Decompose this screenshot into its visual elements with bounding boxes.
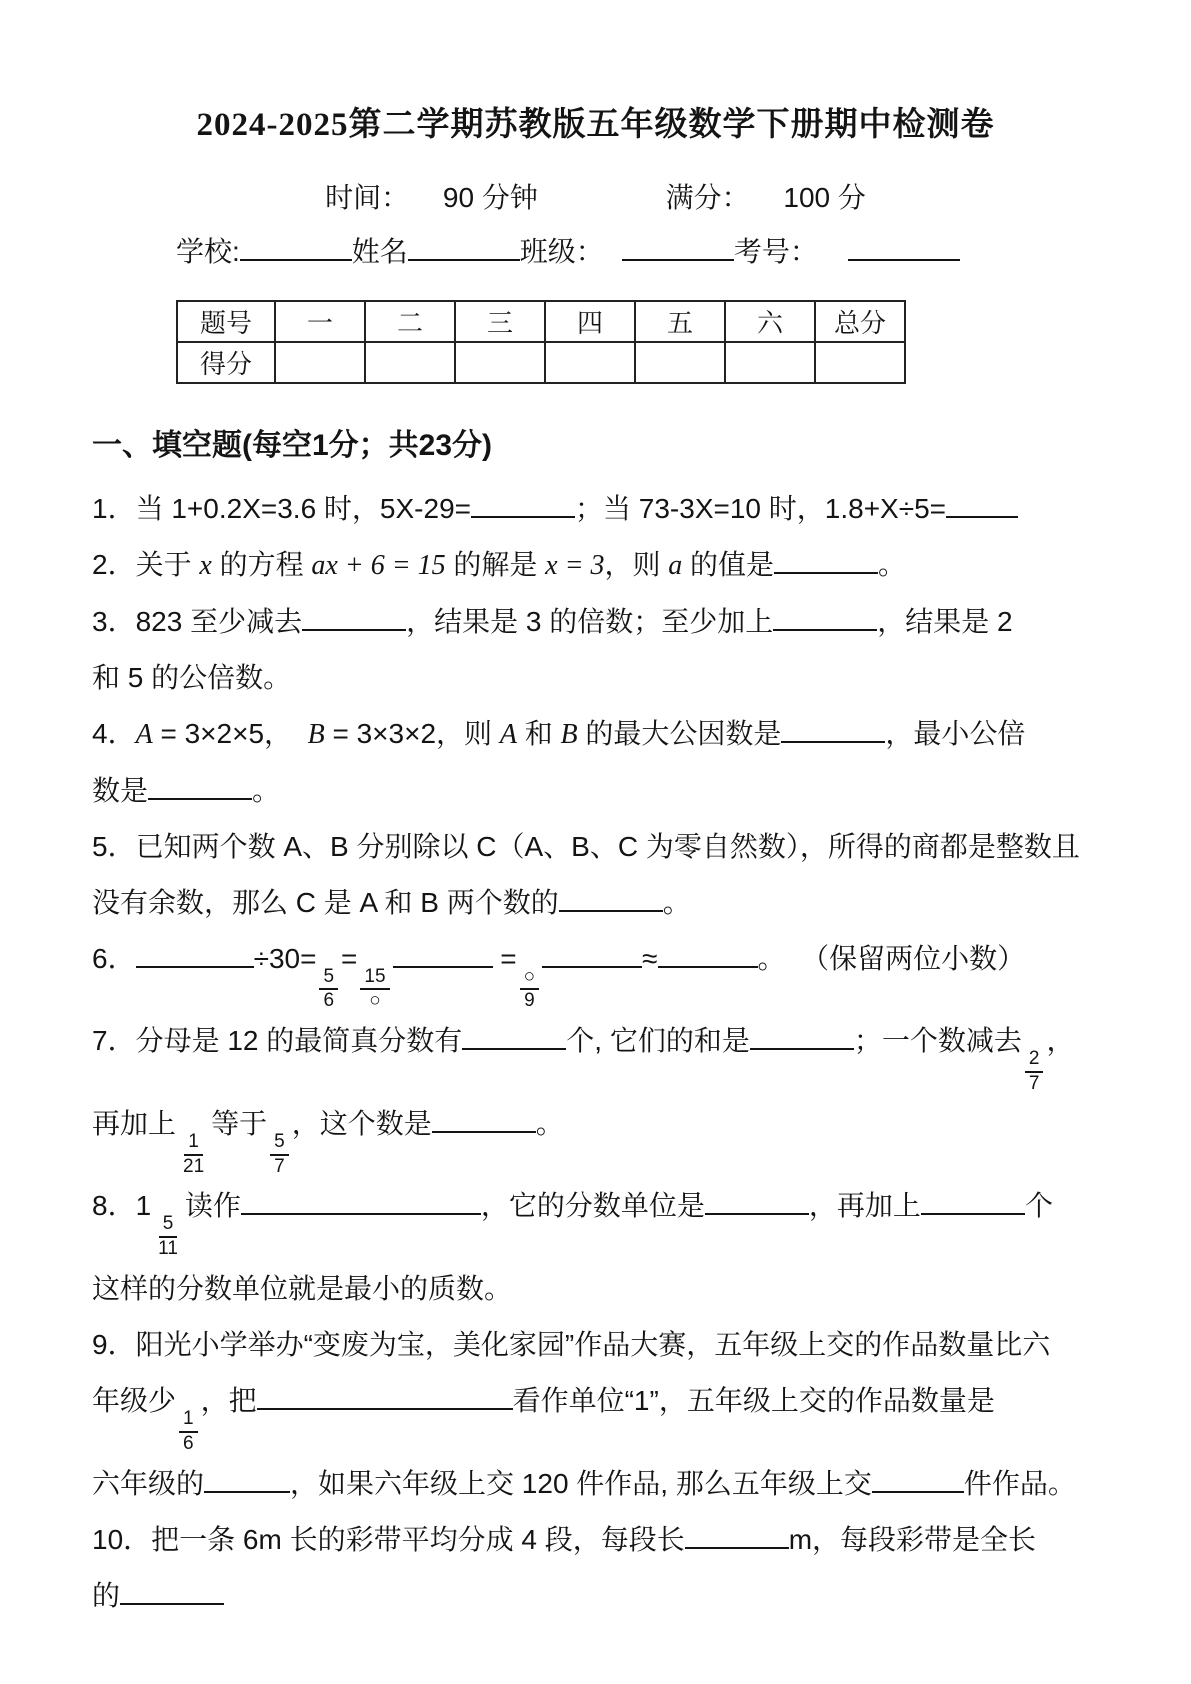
section-1-heading: 一、填空题(每空1分；共23分) <box>92 428 493 462</box>
fraction <box>360 966 389 1014</box>
question-number-label-cell: 题号 <box>177 301 275 342</box>
text-run: ÷30= <box>253 942 317 974</box>
header-cell-four: 四 <box>545 301 635 342</box>
fraction-denominator: 7 <box>1028 1072 1040 1094</box>
fill-in-questions <box>92 481 1099 1624</box>
answer-blank <box>773 603 877 631</box>
score-cell <box>725 342 815 383</box>
score-cell <box>815 342 905 383</box>
text-run: 的解是 <box>445 548 546 580</box>
header-cell-two: 二 <box>365 301 455 342</box>
text-run: 年级少 <box>92 1384 177 1416</box>
answer-blank <box>921 1187 1025 1215</box>
full-score-group <box>666 176 866 216</box>
text-run: 10．把一条 6m 长的彩带平均分成 4 段，每段长 <box>92 1523 685 1555</box>
answer-blank <box>781 715 885 743</box>
fraction-numerator: 5 <box>159 1213 178 1238</box>
math-run: x = 3 <box>545 549 605 581</box>
text-run: = <box>492 942 517 974</box>
score-table-score-row <box>177 342 905 383</box>
math-run: ax <box>311 549 338 581</box>
answer-blank <box>946 490 1018 518</box>
text-run: = 3×3×2，则 <box>324 717 500 749</box>
text-run: 8．1 <box>92 1190 152 1222</box>
math-run: B <box>307 718 325 750</box>
text-run: 4． <box>92 717 136 749</box>
answer-blank <box>432 1105 536 1133</box>
fraction-numerator: 1 <box>184 1131 203 1156</box>
fraction-numerator: 1 <box>179 1408 198 1433</box>
answer-blank <box>204 1465 290 1493</box>
text-run: 读作 <box>184 1190 241 1222</box>
fraction-denominator: 7 <box>274 1155 285 1177</box>
answer-blank <box>705 1187 809 1215</box>
text-run: 的值是 <box>682 548 775 580</box>
text-run: 7．分母是 12 的最简真分数有 <box>92 1025 463 1057</box>
fraction-numerator: ○ <box>520 966 539 991</box>
score-cell <box>545 342 635 383</box>
score-table <box>176 300 906 384</box>
answer-blank <box>120 1577 224 1605</box>
answer-blank <box>848 233 960 261</box>
text-run: ，这个数是 <box>291 1107 432 1139</box>
fraction-numerator: 15 <box>360 966 389 991</box>
text-run: 看作单位“1”，五年级上交的作品数量是 <box>512 1384 995 1416</box>
fraction-denominator: 6 <box>183 1432 194 1454</box>
spacer <box>818 260 848 261</box>
time-label: 时间： <box>325 181 410 213</box>
text-run: 9．阳光小学举办“变废为宝，美化家园”作品大赛，五年级上交的作品数量比六 <box>92 1328 1051 1360</box>
full-score-label: 满分： <box>665 181 750 213</box>
text-run: 班级： <box>519 235 604 267</box>
text-run: 个 <box>1024 1190 1053 1222</box>
answer-blank <box>462 1022 566 1050</box>
question-6 <box>92 931 1099 1014</box>
answer-blank <box>750 1022 854 1050</box>
fraction <box>1025 1048 1044 1096</box>
fraction-denominator: 9 <box>524 990 535 1012</box>
answer-blank <box>257 1382 513 1410</box>
text-run: 件作品。 <box>963 1467 1076 1499</box>
text-run: = 3×2×5， <box>152 717 308 749</box>
fraction-denominator: 21 <box>183 1155 205 1177</box>
text-run: 六年级的 <box>92 1467 205 1499</box>
answer-blank <box>685 1521 789 1549</box>
math-run: A <box>135 718 153 750</box>
text-run: 等于 <box>211 1107 268 1139</box>
text-run: 1．当 1+0.2X=3.6 时，5X-29= <box>92 492 471 524</box>
question-9 <box>92 1317 1099 1512</box>
text-run: ；当 73-3X=10 时，1.8+X÷5= <box>575 492 947 524</box>
math-run: B <box>560 718 578 750</box>
text-run: 学校: <box>176 235 240 267</box>
text-run: m，每段彩带是全长 <box>788 1523 1037 1555</box>
fraction <box>319 966 338 1014</box>
answer-blank <box>774 546 878 574</box>
question-3 <box>92 594 1099 706</box>
text-run: ，把 <box>200 1384 257 1416</box>
fraction-numerator: 5 <box>270 1131 289 1156</box>
text-run: ，再加上 <box>808 1190 921 1222</box>
text-run: 姓名 <box>351 235 408 267</box>
text-run: ，如果六年级上交 120 件作品, 那么五年级上交 <box>290 1467 872 1499</box>
text-run: 和 <box>516 717 561 749</box>
text-run: ≈ <box>642 942 658 974</box>
fraction-numerator: 2 <box>1025 1048 1044 1073</box>
question-5 <box>92 819 1099 931</box>
fraction <box>520 966 539 1014</box>
answer-blank <box>559 884 663 912</box>
text-run: 6． <box>92 942 136 974</box>
header-cell-total: 总分 <box>815 301 905 342</box>
text-run: ，它的分数单位是 <box>480 1190 705 1222</box>
text-run: ，则 <box>604 548 669 580</box>
text-run: 个, 它们的和是 <box>566 1025 750 1057</box>
question-4 <box>92 706 1099 819</box>
answer-blank <box>302 603 406 631</box>
spacer <box>604 260 622 261</box>
score-label-cell: 得分 <box>177 342 275 383</box>
question-1 <box>92 481 1099 537</box>
text-run: 3．823 至少减去 <box>92 605 303 637</box>
header-cell-six: 六 <box>725 301 815 342</box>
text-run: 。 <box>662 886 691 918</box>
math-run: a <box>668 549 683 581</box>
text-run: ， <box>1046 1025 1075 1057</box>
fraction <box>154 1213 182 1261</box>
answer-blank <box>471 490 575 518</box>
score-table-header-row <box>177 301 905 342</box>
answer-blank <box>542 940 642 968</box>
full-score-value: 100 分 <box>783 181 866 213</box>
text-run: 5．已知两个数 A、B 分别除以 C（A、B、C 为零自然数），所得的商都是整数且 <box>92 830 1080 862</box>
answer-blank <box>408 233 520 261</box>
fraction-denominator: 11 <box>158 1238 178 1260</box>
score-cell <box>275 342 365 383</box>
text-run: ，结果是 2 <box>877 605 1013 637</box>
time-value: 90 分钟 <box>442 181 538 213</box>
text-run: 的 <box>92 1579 121 1611</box>
header-cell-three: 三 <box>455 301 545 342</box>
answer-blank <box>622 233 734 261</box>
text-run: ，最小公倍 <box>885 717 1026 749</box>
answer-blank <box>148 772 252 800</box>
header-cell-one: 一 <box>275 301 365 342</box>
fraction <box>179 1408 198 1456</box>
text-run: 数是 <box>92 774 149 806</box>
text-run: 2．关于 <box>92 548 200 580</box>
text-run: 。 <box>535 1107 564 1139</box>
fraction-numerator: 5 <box>319 966 338 991</box>
text-run: 。 <box>878 548 907 580</box>
answer-blank <box>872 1465 964 1493</box>
math-run: x <box>199 549 212 581</box>
answer-blank <box>136 940 254 968</box>
answer-blank <box>240 233 352 261</box>
text-run: 这样的分数单位就是最小的质数。 <box>92 1272 513 1304</box>
answer-blank <box>658 940 758 968</box>
fraction-denominator: 6 <box>323 990 335 1012</box>
student-info-line <box>92 228 1099 276</box>
text-run: 。 （保留两位小数） <box>757 942 1026 974</box>
fraction <box>270 1131 289 1179</box>
answer-blank <box>241 1187 481 1215</box>
math-run: A <box>499 718 517 750</box>
page-title: 2024-2025第二学期苏教版五年级数学下册期中检测卷 <box>196 107 995 143</box>
time-group <box>325 176 538 216</box>
question-10 <box>92 1512 1099 1624</box>
question-2 <box>92 537 1099 594</box>
text-run: 的最大公因数是 <box>577 717 782 749</box>
fraction-denominator: ○ <box>369 990 381 1012</box>
text-run: 没有余数，那么 C 是 A 和 B 两个数的 <box>92 886 559 918</box>
math-run: + 6 = 15 <box>337 549 446 581</box>
text-run: ，结果是 3 的倍数；至少加上 <box>406 605 774 637</box>
fraction <box>179 1131 208 1179</box>
text-run: ；一个数减去 <box>853 1025 1022 1057</box>
text-run: = <box>341 942 358 974</box>
text-run: 的方程 <box>211 548 312 580</box>
score-cell <box>365 342 455 383</box>
question-8 <box>92 1178 1099 1317</box>
question-7 <box>92 1013 1099 1178</box>
text-run: 再加上 <box>92 1107 177 1139</box>
score-cell <box>455 342 545 383</box>
exam-meta-line <box>92 176 1099 216</box>
score-cell <box>635 342 725 383</box>
answer-blank <box>393 940 493 968</box>
text-run: 。 <box>252 774 281 806</box>
text-run: 考号： <box>733 235 818 267</box>
text-run: 和 5 的公倍数。 <box>92 661 292 693</box>
header-cell-five: 五 <box>635 301 725 342</box>
